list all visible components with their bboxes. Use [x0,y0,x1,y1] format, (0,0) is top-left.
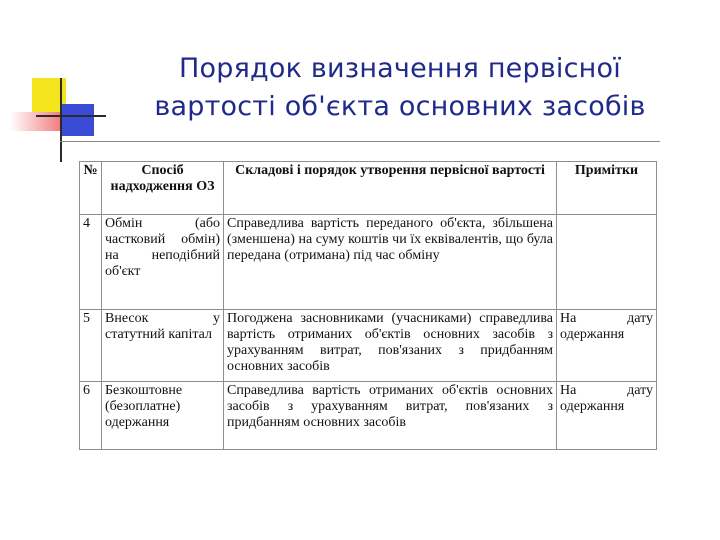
row-num: 4 [80,215,102,310]
fixed-assets-table [79,161,657,450]
table-row [80,215,657,310]
page-title [100,50,700,126]
row-components: Справедлива вартість отриманих об'єктів основних засобів з урахуванням витрат, пов'язаних з придбанням основних засобів [224,382,557,450]
row-notes [557,215,657,310]
decor-vertical-line [60,78,62,162]
header-components: Складові і порядок утворення первісної вартості [224,162,557,215]
decor-blue-square [60,104,94,136]
decor-horizontal-line [36,115,106,117]
row-method: Безкоштовне (безоплатне) одержання [102,382,224,450]
row-method: Внесок у статутний капітал [102,310,224,382]
header-method: Спосіб надходження ОЗ [102,162,224,215]
header-num: № [80,162,102,215]
table-row [80,382,657,450]
title-divider [60,141,660,142]
table-row [80,310,657,382]
row-method: Обмін (або частковий обмін) на неподібний об'єкт [102,215,224,310]
row-notes: На дату одержання [557,310,657,382]
row-num: 6 [80,382,102,450]
row-num: 5 [80,310,102,382]
row-components: Погоджена засновниками (учасниками) справедлива вартість отриманих об'єктів основних засобів з урахуванням витрат, пов'язаних з придбанням основних засобів [224,310,557,382]
header-notes: Примітки [557,162,657,215]
title-line-1: Порядок визначення первісної [179,53,621,84]
title-line-2: вартості об'єкта основних засобів [154,91,646,122]
table-header-row [80,162,657,215]
row-components: Справедлива вартість переданого об'єкта, збільшена (зменшена) на суму коштів чи їх еквівалентів, що була передана (отримана) під час обміну [224,215,557,310]
row-notes: На дату одержання [557,382,657,450]
